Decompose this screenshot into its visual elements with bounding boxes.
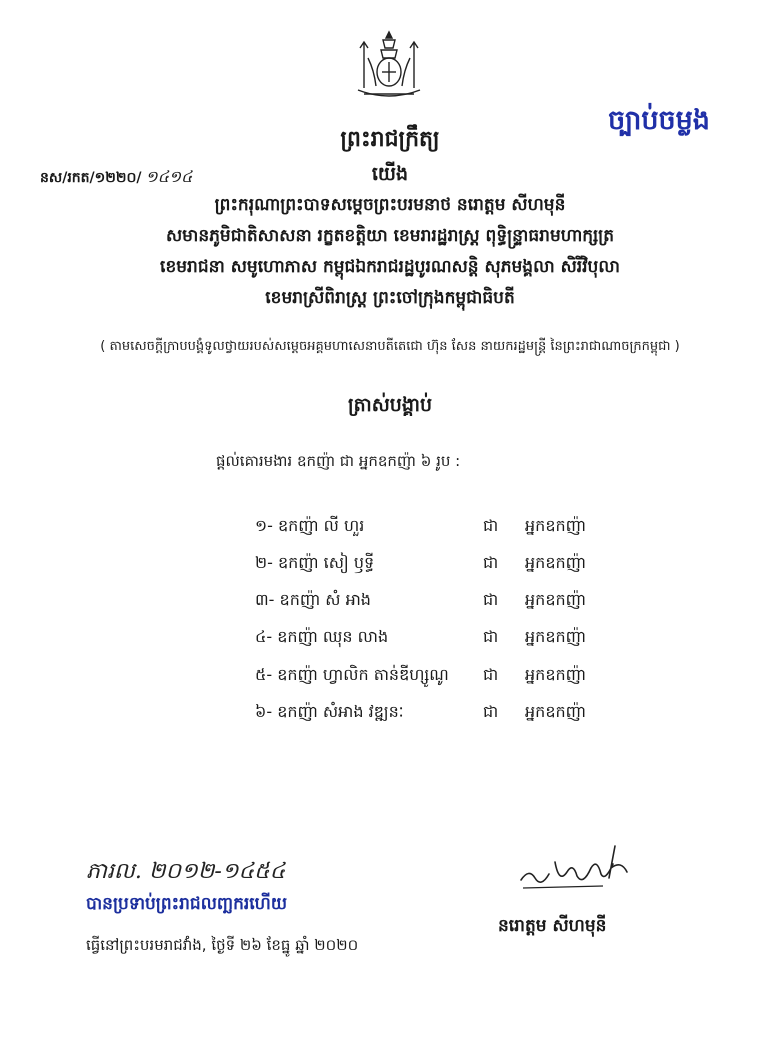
reference-printed: នស/រកត/១២២០/ bbox=[40, 170, 142, 186]
recipient-name: ១- ឧកញ៉ា លី ហួរ bbox=[255, 516, 365, 535]
recipient-name: ៥- ឧកញ៉ា ហ្វាលិក តាន់ឌីហ្សូណូ bbox=[255, 665, 449, 684]
signer-name: នរោត្តម សីហមុនី bbox=[498, 916, 607, 936]
royal-title-line: ព្រះករុណាព្រះបាទសម្តេចព្រះបរមនាថ នរោត្តម សីហមុនី bbox=[214, 195, 566, 215]
royal-signature bbox=[515, 838, 635, 898]
certified-copy-stamp: ច្បាប់ចម្លង bbox=[608, 105, 710, 136]
royal-arms-emblem-icon bbox=[350, 28, 428, 102]
recipient-name: ៤- ឧកញ៉ា ឈុន លាង bbox=[255, 627, 389, 646]
recipient-rank: អ្នកឧកញ៉ា bbox=[525, 702, 586, 721]
recipient-name: ៣- ឧកញ៉ា សំ អាង bbox=[255, 590, 371, 609]
recipient-row bbox=[255, 515, 635, 545]
royal-title-line: ខេមរាជនា សមូហោភាស កម្ពុជឯករាជរដ្ឋបូរណសន្តិ សុភមង្គលា សិរីវិបុលា bbox=[160, 257, 620, 277]
award-line: ផ្តល់គោរមងារ ឧកញ៉ា ជា អ្នកឧកញ៉ា ៦ រូប : bbox=[216, 452, 461, 470]
recipient-rank: អ្នកឧកញ៉ា bbox=[525, 516, 586, 535]
proposal-note: ( តាមសេចក្តីក្រាបបង្គំទូលថ្វាយរបស់សម្តេចអគ្គមហាសេនាបតីតេជោ ហ៊ុន សែន នាយករដ្ឋមន្ត្រី នៃព្រះរាជាណាចក្រកម្ពុជា ) bbox=[100, 339, 680, 354]
recipient-as: ជា bbox=[483, 702, 499, 721]
royal-title-line: សមានភូមិជាតិសាសនា រក្ខតខត្តិយា ខេមរារដ្ឋរាស្ត្រ ពុទ្ធិន្ទ្រាធរាមហាក្សត្រ bbox=[165, 226, 615, 246]
recipient-as: ជា bbox=[483, 553, 499, 572]
we-heading: យើង bbox=[371, 163, 409, 185]
recipient-name: ២- ឧកញ៉ា សៀ ឫទ្ធី bbox=[255, 553, 375, 572]
royal-title-line: ខេមរាស្រីពិរាស្ត្រ ព្រះចៅក្រុងកម្ពុជាធិបតី bbox=[265, 288, 515, 308]
handwritten-registration-date: ភារល. ២០១២-១៤៥៤ bbox=[86, 859, 286, 884]
place-and-date: ធ្វើនៅព្រះបរមរាជវាំង, ថ្ងៃទី ២៦ ខែធ្នូ ឆ្នាំ ២០២០ bbox=[86, 936, 359, 954]
recipient-rank: អ្នកឧកញ៉ា bbox=[525, 590, 586, 609]
recipient-as: ជា bbox=[483, 516, 499, 535]
recipient-row bbox=[255, 701, 635, 731]
recipient-rank: អ្នកឧកញ៉ា bbox=[525, 553, 586, 572]
orders-heading: ត្រាស់បង្គាប់ bbox=[347, 394, 433, 416]
reference-handwritten: ១៤១៤ bbox=[145, 167, 193, 186]
recipient-rank: អ្នកឧកញ៉ា bbox=[525, 627, 586, 646]
recipient-row bbox=[255, 664, 635, 694]
recipient-as: ជា bbox=[483, 590, 499, 609]
recipient-rank: អ្នកឧកញ៉ា bbox=[525, 665, 586, 684]
seal-registered-line: បានប្រទាប់ព្រះរាជលញ្ឆករហើយ bbox=[86, 894, 288, 914]
recipient-as: ជា bbox=[483, 627, 499, 646]
recipient-row bbox=[255, 552, 635, 582]
recipient-row bbox=[255, 589, 635, 619]
recipient-as: ជា bbox=[483, 665, 499, 684]
recipient-name: ៦- ឧកញ៉ា សំអាង វឌ្ឍនៈ bbox=[255, 702, 404, 721]
decree-title: ព្រះរាជក្រឹត្យ bbox=[340, 127, 440, 152]
recipient-row bbox=[255, 626, 635, 656]
